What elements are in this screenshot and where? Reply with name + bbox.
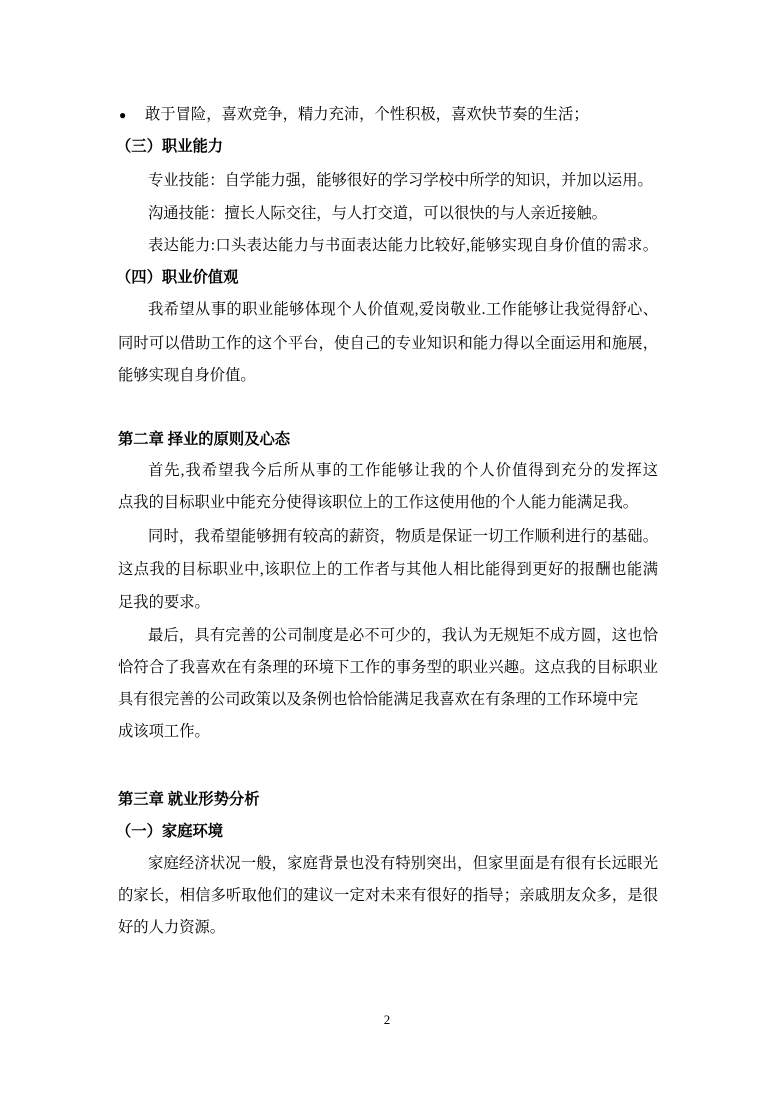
text-line: 表达能力:口头表达能力与书面表达能力比较好,能够实现自身价值的需求。 bbox=[148, 237, 658, 254]
text-line: 点我的目标职业中能充分使得该职位上的工作这使用他的个人能力能满足我。 bbox=[118, 494, 639, 511]
text-line: 恰符合了我喜欢在有条理的环境下工作的事务型的职业兴趣。这点我的目标职业 bbox=[118, 659, 658, 676]
text-line: 同时可以借助工作的这个平台，使自己的专业知识和能力得以全面运用和施展， bbox=[118, 335, 658, 352]
text-line: 家庭经济状况一般，家庭背景也没有特别突出，但家里面是有很有长远眼光 bbox=[148, 855, 658, 872]
text-line: 能够实现自身价值。 bbox=[118, 367, 256, 384]
bullet-text: 敢于冒险，喜欢竞争，精力充沛，个性积极，喜欢快节奏的生活； bbox=[145, 106, 589, 123]
text-line: 这点我的目标职业中,该职位上的工作者与其他人相比能得到更好的报酬也能满 bbox=[118, 561, 658, 578]
text-line: 好的人力资源。 bbox=[118, 919, 226, 936]
text-line: 专业技能：自学能力强，能够很好的学习学校中所学的知识，并加以运用。 bbox=[148, 172, 653, 189]
text-line: 我希望从事的职业能够体现个人价值观,爱岗敬业.工作能够让我觉得舒心、 bbox=[148, 301, 658, 318]
page-number: 2 bbox=[383, 1012, 391, 1027]
text-line: 沟通技能：擅长人际交往，与人打交道，可以很快的与人亲近接触。 bbox=[148, 205, 607, 222]
bullet-icon: ● bbox=[119, 108, 127, 122]
chapter-heading-2: 第二章 择业的原则及心态 bbox=[118, 431, 291, 448]
section-heading-career-values: （四）职业价值观 bbox=[116, 269, 239, 286]
text-line: 最后，具有完善的公司制度是必不可少的，我认为无规矩不成方圆，这也恰 bbox=[148, 627, 658, 644]
section-heading-family-environment: （一）家庭环境 bbox=[116, 823, 224, 840]
text-line: 的家长，相信多听取他们的建议一定对未来有很好的指导；亲戚朋友众多，是很 bbox=[118, 887, 658, 904]
text-line: 足我的要求。 bbox=[118, 594, 210, 611]
text-line: 具有很完善的公司政策以及条例也恰恰能满足我喜欢在有条理的工作环境中完 bbox=[118, 691, 639, 708]
text-line: 首先,我希望我今后所从事的工作能够让我的个人价值得到充分的发挥这 bbox=[148, 462, 658, 479]
text-line: 成该项工作。 bbox=[118, 723, 210, 740]
text-line: 同时，我希望能够拥有较高的薪资，物质是保证一切工作顺利进行的基础。 bbox=[148, 528, 658, 545]
chapter-heading-3: 第三章 就业形势分析 bbox=[118, 791, 260, 808]
section-heading-career-ability: （三）职业能力 bbox=[116, 138, 224, 155]
